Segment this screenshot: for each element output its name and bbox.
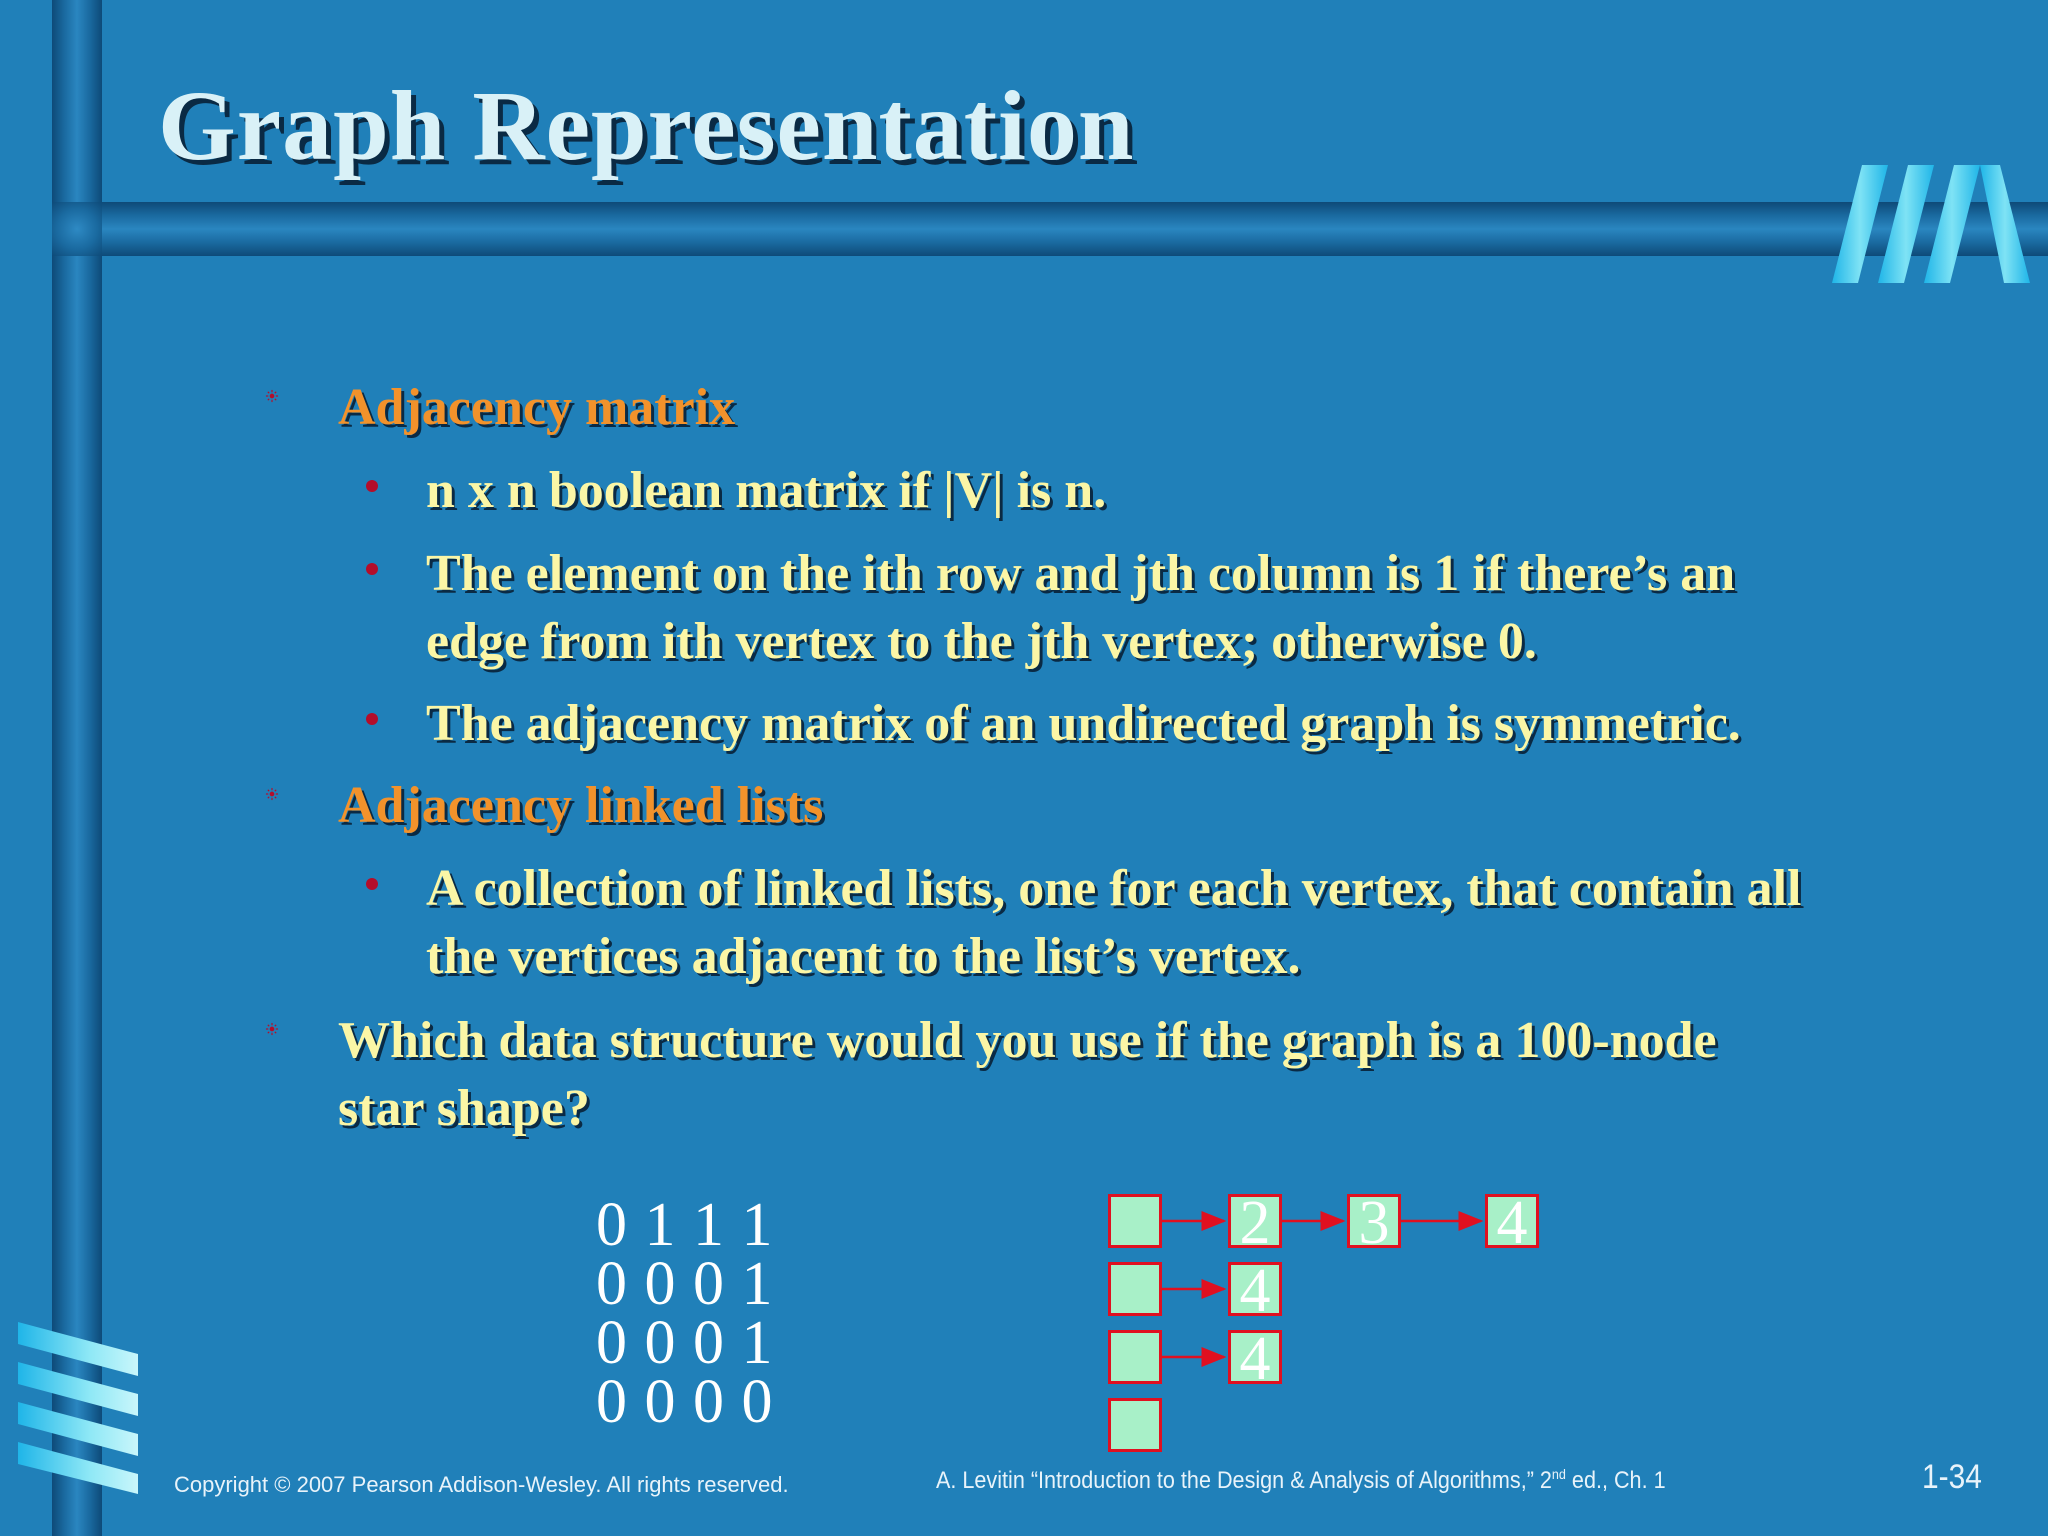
adjacency-matrix-example xyxy=(596,1191,774,1436)
page-number: 1-34 xyxy=(1922,1458,1982,1496)
list-head-node xyxy=(1108,1330,1162,1384)
matrix-row: 0 0 0 0 xyxy=(596,1368,774,1436)
citation-text-end: ed., Ch. 1 xyxy=(1565,1467,1666,1494)
heading-adjacency-matrix: Adjacency matrix xyxy=(338,379,736,436)
title-divider-bar xyxy=(72,202,2048,256)
bullet-text: The adjacency matrix of an undirected graph is symmetric. xyxy=(426,695,1741,752)
bullet-dot xyxy=(366,878,378,890)
footer-copyright: Copyright © 2007 Pearson Addison-Wesley. All rights reserved. xyxy=(174,1472,789,1497)
list-node-label: 4 xyxy=(1239,1325,1271,1393)
sunburst-bullet-icon xyxy=(265,787,279,801)
footer-citation xyxy=(936,1466,1666,1495)
matrix-row: 0 0 0 1 xyxy=(596,1250,774,1318)
bullet-text: The element on the ith row and jth column is 1 if there’s an xyxy=(426,545,1736,602)
list-node-label: 3 xyxy=(1358,1189,1390,1257)
slide-title: Graph Representation xyxy=(158,70,1135,181)
list-head-node xyxy=(1108,1398,1162,1452)
bullet-text-continued: the vertices adjacent to the list’s vertex. xyxy=(426,928,1301,985)
matrix-row: 0 1 1 1 xyxy=(596,1191,774,1259)
citation-text: A. Levitin “Introduction to the Design & Analysis of Algorithms,” 2 xyxy=(936,1467,1552,1494)
bullet-text: A collection of linked lists, one for each vertex, that contain all xyxy=(426,860,1802,917)
list-head-node xyxy=(1108,1194,1162,1248)
bullet-text: n x n boolean matrix if |V| is n. xyxy=(426,462,1107,519)
list-head-node xyxy=(1108,1262,1162,1316)
list-node-label: 2 xyxy=(1239,1189,1271,1257)
bullet-dot xyxy=(366,713,378,725)
bullet-text-continued: edge from ith vertex to the jth vertex; otherwise 0. xyxy=(426,613,1537,670)
list-node-label: 4 xyxy=(1239,1257,1271,1325)
question-text-continued: star shape? xyxy=(338,1080,590,1137)
list-node-label: 4 xyxy=(1496,1189,1528,1257)
heading-adjacency-lists: Adjacency linked lists xyxy=(338,777,824,834)
citation-superscript: nd xyxy=(1551,1466,1566,1482)
frame-joint xyxy=(52,202,102,256)
bullet-dot xyxy=(366,480,378,492)
publisher-logo-icon xyxy=(1832,160,2032,285)
sunburst-bullet-icon xyxy=(265,1022,279,1036)
matrix-row: 0 0 0 1 xyxy=(596,1309,774,1377)
bullet-dot xyxy=(366,563,378,575)
sunburst-bullet-icon xyxy=(265,389,279,403)
decorative-stripes-icon xyxy=(0,1318,140,1498)
question-text: Which data structure would you use if the graph is a 100-node xyxy=(338,1012,1717,1069)
